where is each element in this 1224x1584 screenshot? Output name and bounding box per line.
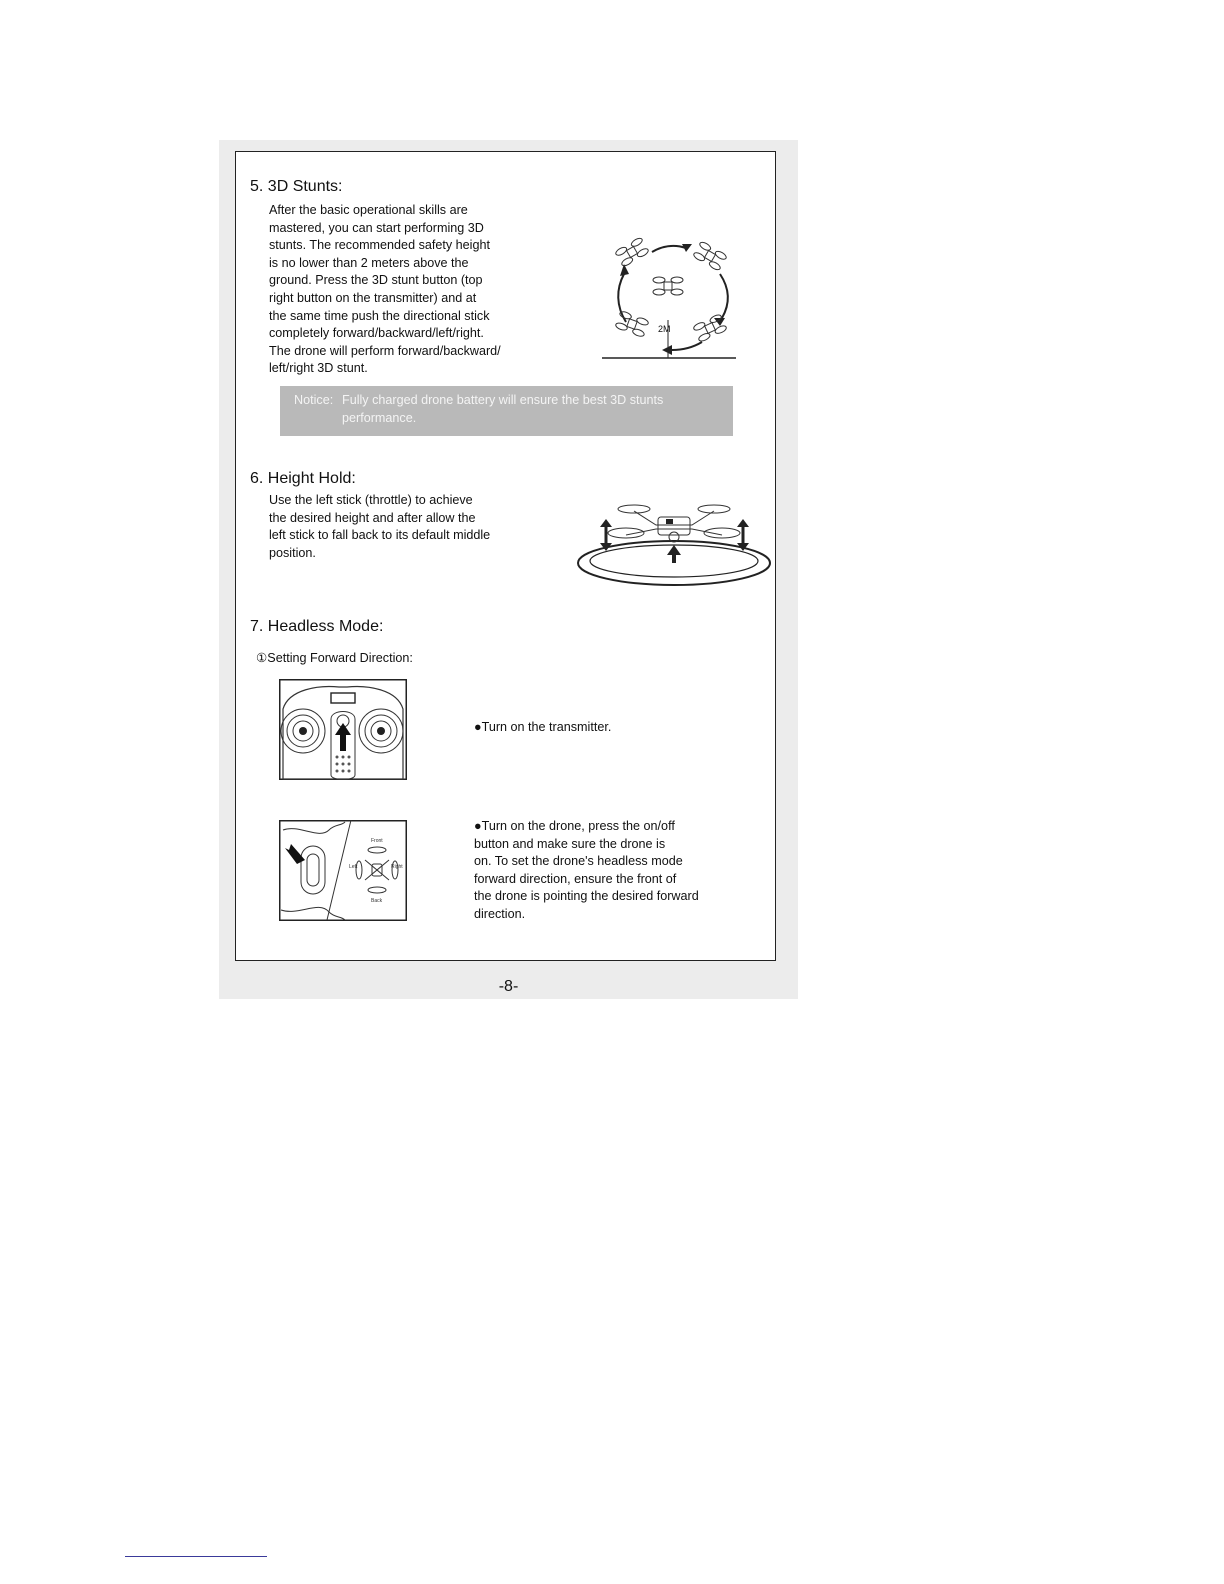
stunt-loop-illustration — [602, 234, 742, 359]
page-number: -8- — [498, 978, 519, 995]
compass-back: Back — [371, 898, 383, 904]
step-drone-on: ●Turn on the drone, press the on/off button and make sure the drone is on. To set the drone's headless mode forward direction, ensure the front of the drone is pointing the desired forward direction. — [474, 819, 699, 921]
compass-left: Left — [349, 864, 358, 870]
height-label: 2M — [658, 324, 671, 334]
content-frame — [235, 151, 776, 961]
headless-heading: 7. Headless Mode: — [250, 618, 384, 635]
drone-power-illustration — [279, 820, 407, 921]
stunts-body: After the basic operational skills are mastered, you can start performing 3D stunts. The recommended safety height is no lower than 2 meters above the ground. Press the 3D stunt button (top right button on the transmitter) and at the same time push the directional stick completely forward/backward/left/right. The drone will perform forward/backward/ left/right 3D stunt. — [269, 203, 501, 376]
transmitter-illustration — [279, 679, 407, 780]
stunts-heading: 5. 3D Stunts: — [250, 178, 343, 195]
notice-body: Fully charged drone battery will ensure the best 3D stunts performance. — [342, 393, 664, 425]
manual-page — [219, 140, 798, 999]
notice-label: Notice: — [294, 393, 334, 407]
headless-subheading: ①Setting Forward Direction: — [256, 651, 413, 665]
footnote-rule — [125, 1556, 267, 1557]
compass-right: Right — [391, 864, 403, 870]
height-hold-illustration — [576, 497, 776, 589]
height-hold-body: Use the left stick (throttle) to achieve the desired height and after allow the left stick to fall back to its default middle position. — [269, 493, 491, 560]
height-hold-heading: 6. Height Hold: — [250, 470, 356, 487]
step-transmitter-on: ●Turn on the transmitter. — [474, 720, 612, 734]
notice-box — [280, 386, 733, 436]
compass-front: Front — [371, 838, 383, 844]
